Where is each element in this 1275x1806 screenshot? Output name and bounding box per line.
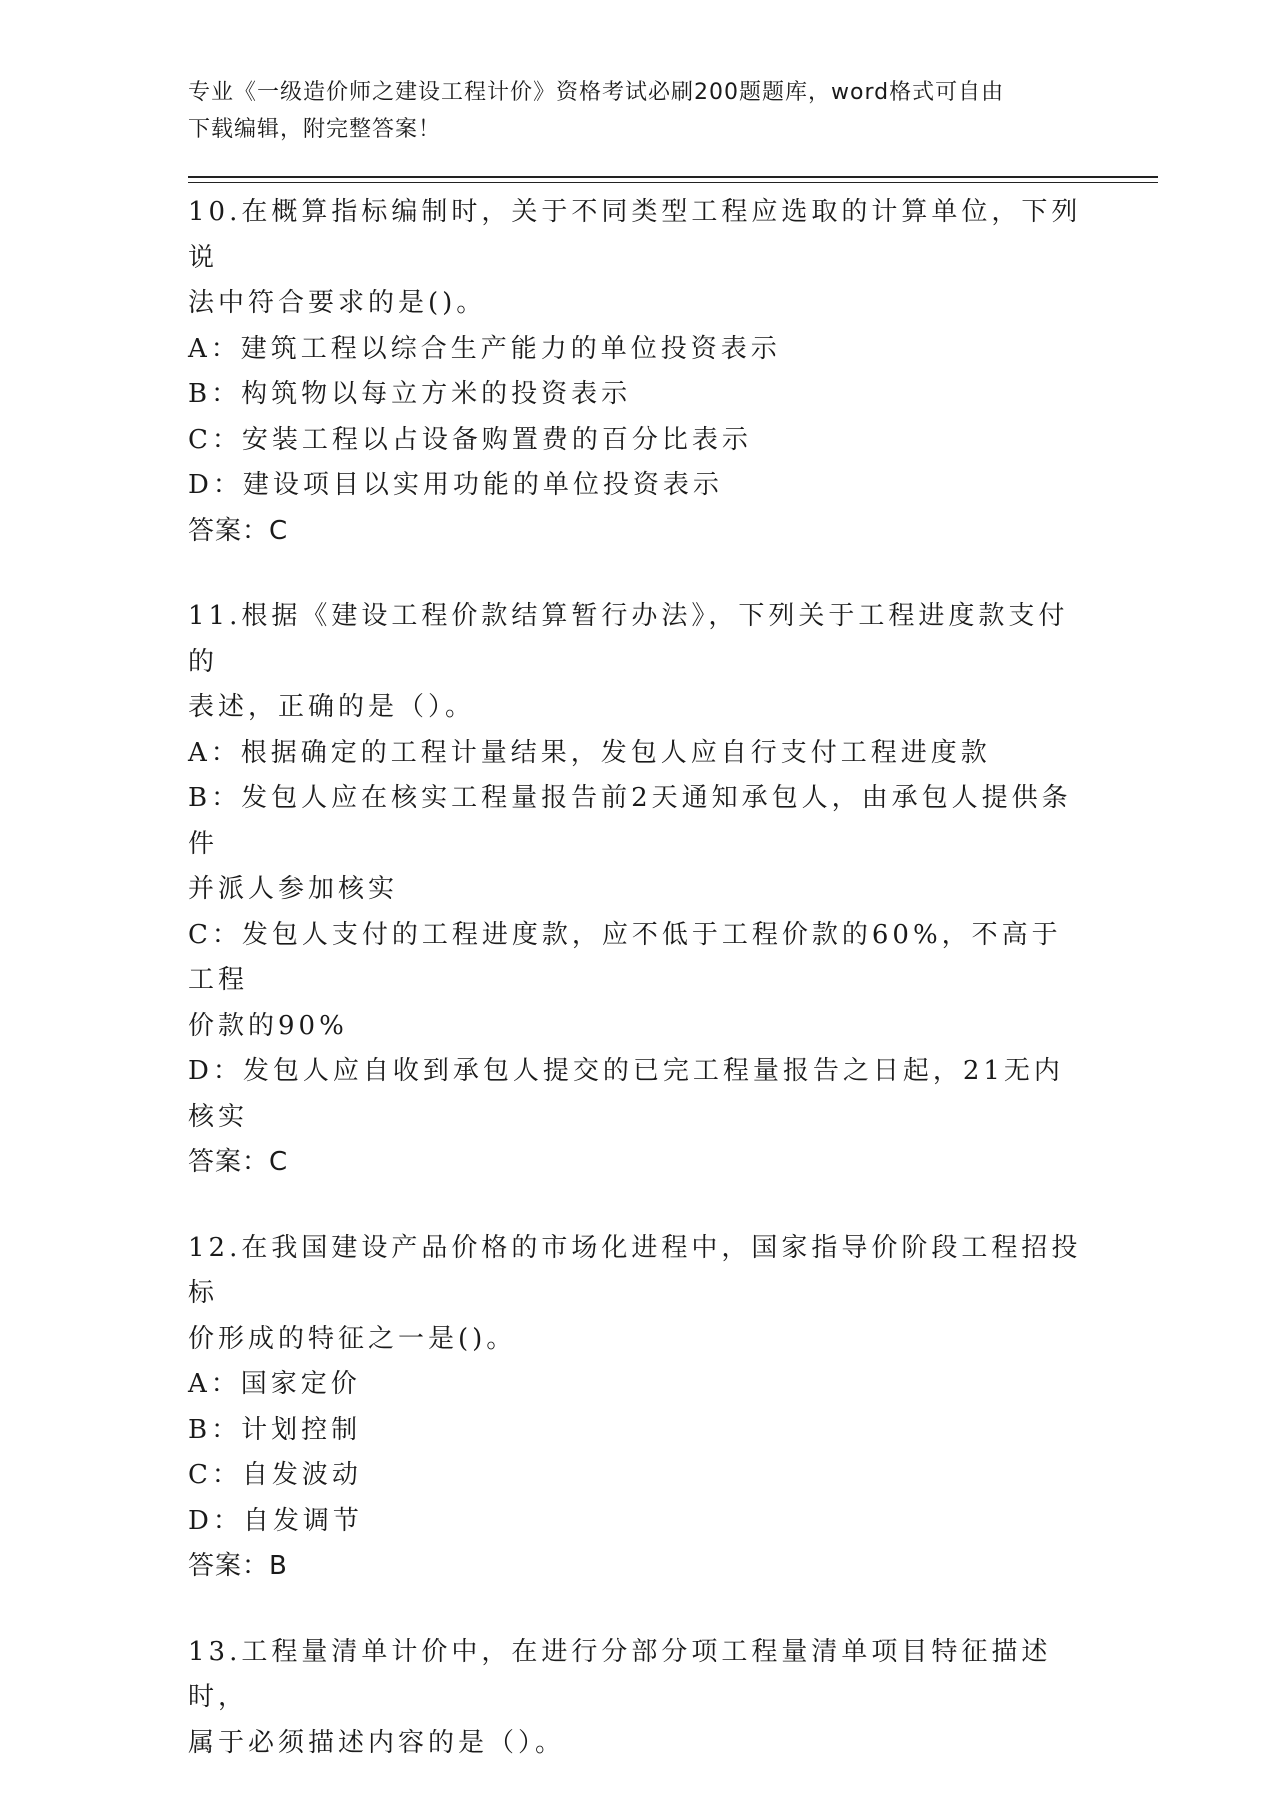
option-d: D：自发调节 (188, 1505, 363, 1536)
question-stem: 法中符合要求的是()。 (188, 288, 487, 318)
answer: 答案：C (188, 1147, 289, 1177)
option-a: A：根据确定的工程计量结果，发包人应自行支付工程进度款 (188, 737, 991, 768)
option-c: C：安装工程以占设备购置费的百分比表示 (188, 424, 752, 455)
answer: 答案：C (188, 515, 289, 546)
answer: 答案：B (188, 1551, 288, 1581)
header-divider-thin (188, 182, 1158, 183)
option-c: C：发包人支付的工程进度款，应不低于工程价款的60%，不高于工程 (188, 919, 1062, 995)
option-b: B：计划控制 (188, 1414, 362, 1445)
question-stem: 属于必须描述内容的是（）。 (188, 1727, 566, 1758)
option-c-continued: 价款的90% (188, 1010, 348, 1041)
question-stem: 13.工程量清单计价中，在进行分部分项工程量清单项目特征描述时， (188, 1636, 1052, 1712)
question-12 (188, 1226, 1088, 1590)
question-stem: 11.根据《建设工程价款结算暂行办法》，下列关于工程进度款支付的 (188, 601, 1069, 677)
header-divider-thick (188, 176, 1158, 178)
option-b-continued: 并派人参加核实 (188, 874, 399, 904)
header-line-1: 专业《一级造价师之建设工程计价》资格考试必刷200题题库，word格式可自由 (188, 80, 1005, 105)
question-10 (188, 190, 1088, 554)
question-stem: 12.在我国建设产品价格的市场化进程中，国家指导价阶段工程招投标 (188, 1232, 1082, 1308)
header-line-2: 下载编辑，附完整答案！ (188, 117, 442, 142)
option-c: C：自发波动 (188, 1460, 362, 1490)
question-11 (188, 594, 1088, 1186)
option-b: B：发包人应在核实工程量报告前2天通知承包人，由承包人提供条件 (188, 783, 1072, 859)
option-d: D：建设项目以实用功能的单位投资表示 (188, 470, 723, 500)
question-stem: 价形成的特征之一是()。 (188, 1323, 517, 1354)
option-d: D：发包人应自收到承包人提交的已完工程量报告之日起，21无内核实 (188, 1056, 1064, 1132)
option-a: A：国家定价 (188, 1369, 361, 1399)
question-list (188, 190, 1088, 1806)
question-stem: 表述，正确的是（）。 (188, 692, 476, 722)
option-a: A：建筑工程以综合生产能力的单位投资表示 (188, 333, 781, 364)
option-b: B：构筑物以每立方米的投资表示 (188, 379, 632, 409)
question-stem: 10.在概算指标编制时，关于不同类型工程应选取的计算单位，下列说 (188, 197, 1082, 273)
document-header (188, 74, 1068, 148)
